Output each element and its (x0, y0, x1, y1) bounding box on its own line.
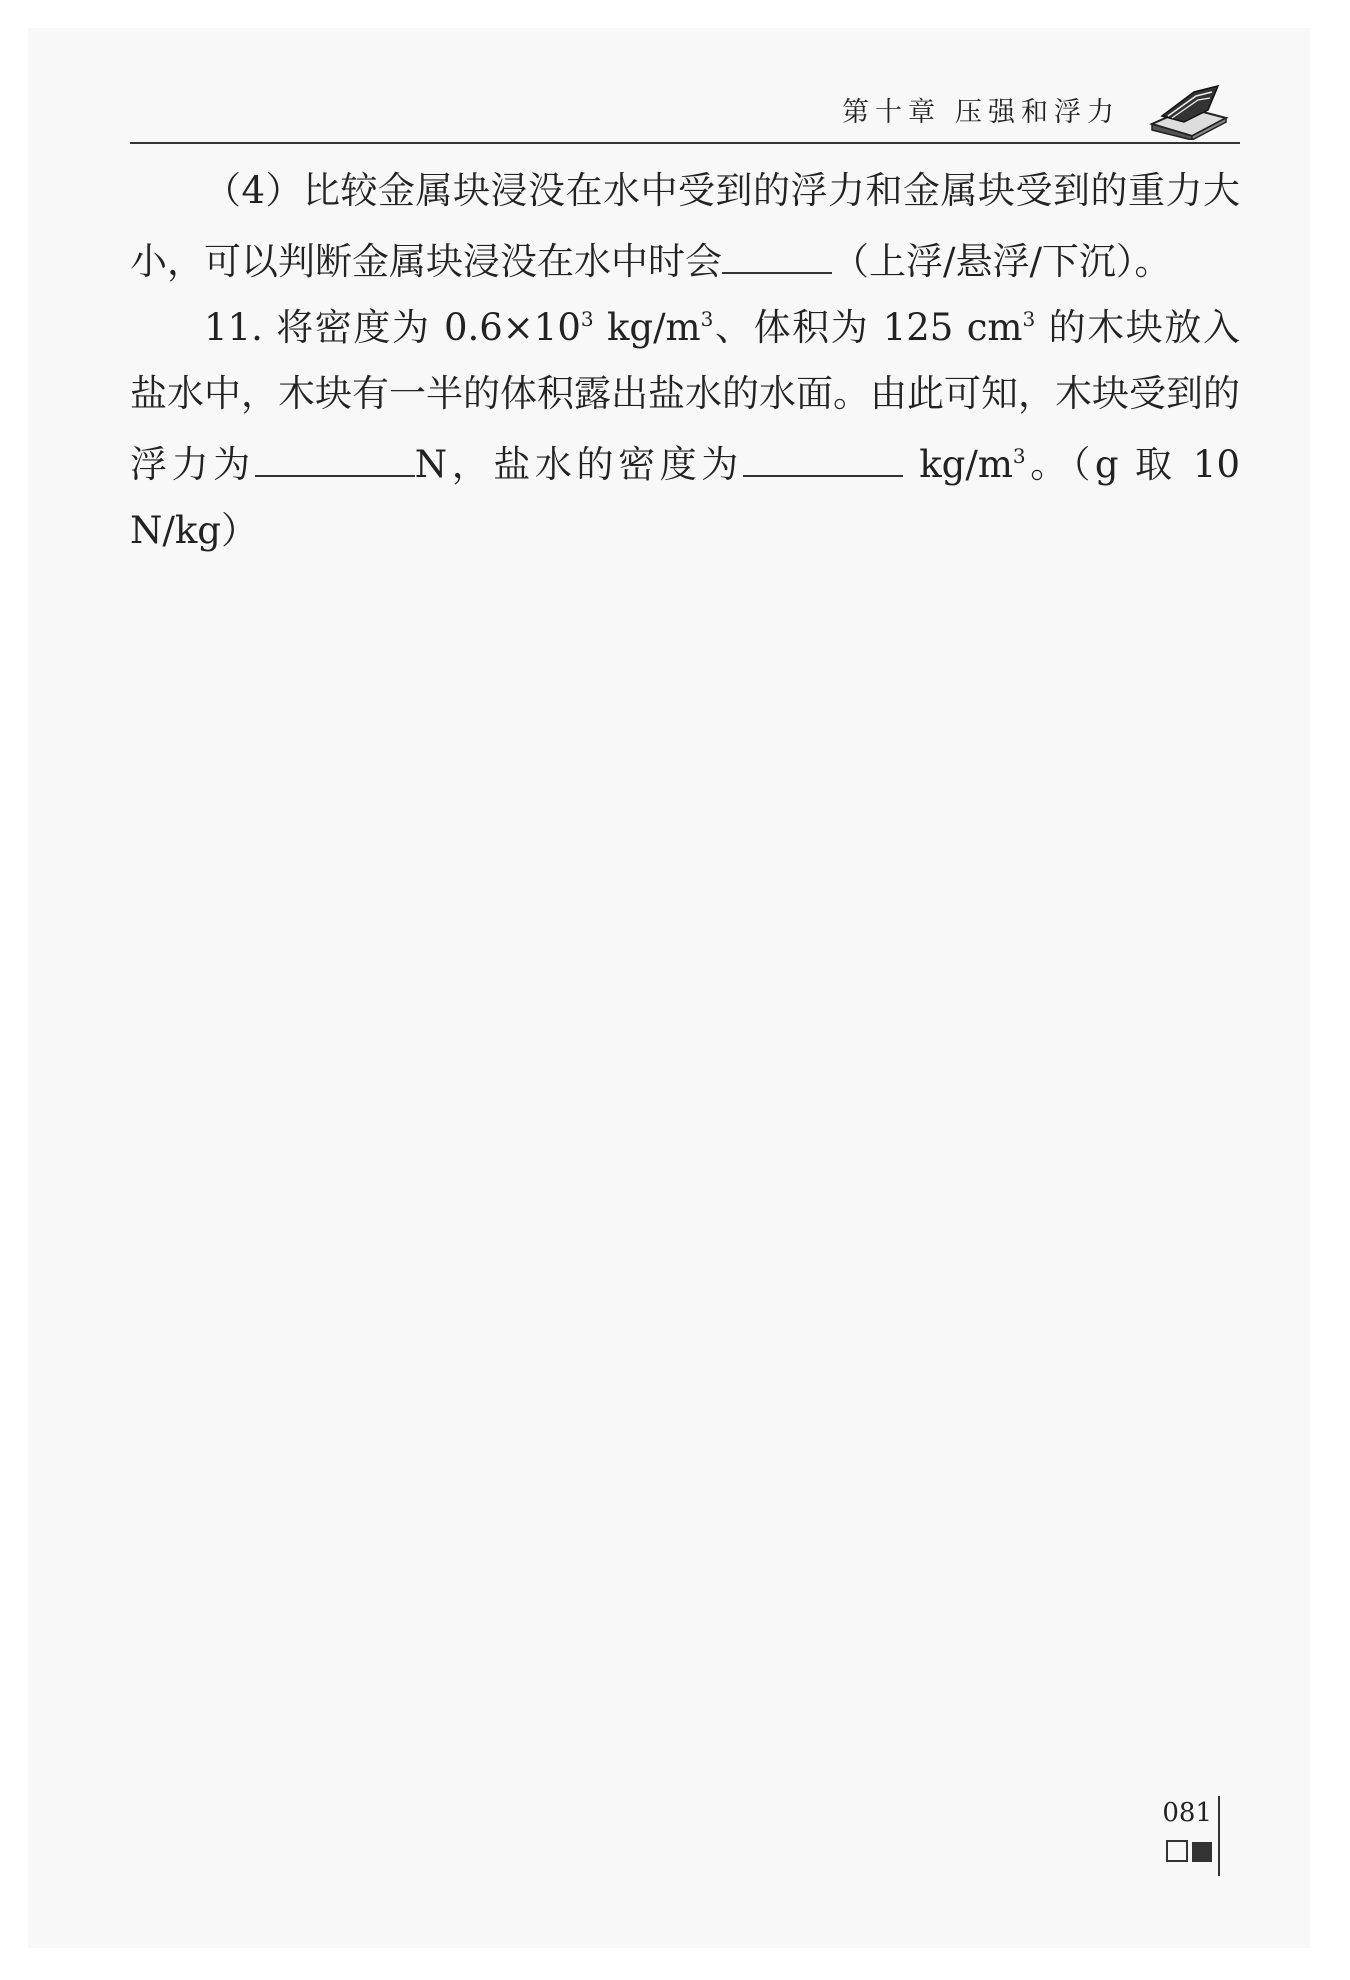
chapter-title (842, 90, 1120, 129)
empty-square-icon (1166, 1840, 1188, 1862)
q11-text-2: kg/m (593, 306, 701, 349)
answer-blank-buoyancy[interactable] (255, 427, 415, 477)
q4-text: （4）比较金属块浸没在水中受到的浮力和金属块受到的重力大小，可以判断金属块浸没在水中时会 (130, 169, 1240, 283)
footer-marker-icon (1166, 1840, 1212, 1866)
question-4 (130, 158, 1240, 295)
chapter-number: 第十章 (842, 97, 941, 128)
q11-text-4: 的木块放入盐水中，木块有一半的体积露出盐水的水面。由此可知，木块受到的浮力为 (130, 306, 1241, 486)
q11-text-5: N，盐水的密度为 (414, 443, 743, 486)
book-icon (1148, 80, 1230, 140)
document-page (28, 28, 1310, 1948)
question-11 (130, 295, 1240, 564)
page-header (130, 80, 1240, 144)
q11-text-6: kg/m (919, 443, 1013, 486)
footer-divider (1218, 1796, 1220, 1876)
q11-exp-1: 3 (580, 307, 594, 331)
answer-blank-density[interactable] (743, 427, 903, 477)
question-body (130, 158, 1240, 564)
q11-text-7: 。（g 取 10 N/kg） (130, 443, 1241, 552)
chapter-name: 压强和浮力 (955, 97, 1120, 128)
q4-options: （上浮/悬浮/下沉）。 (832, 240, 1172, 283)
q11-text-1: 11. 将密度为 0.6×10 (204, 306, 581, 349)
page-number: 081 (1162, 1798, 1212, 1828)
q11-exp-3: 3 (1022, 307, 1036, 331)
answer-blank-q4[interactable] (722, 224, 832, 274)
q11-text-3: 、体积为 125 cm (713, 306, 1023, 349)
filled-square-icon (1192, 1842, 1212, 1862)
q11-exp-4: 3 (1012, 444, 1026, 468)
q11-exp-2: 3 (700, 307, 714, 331)
